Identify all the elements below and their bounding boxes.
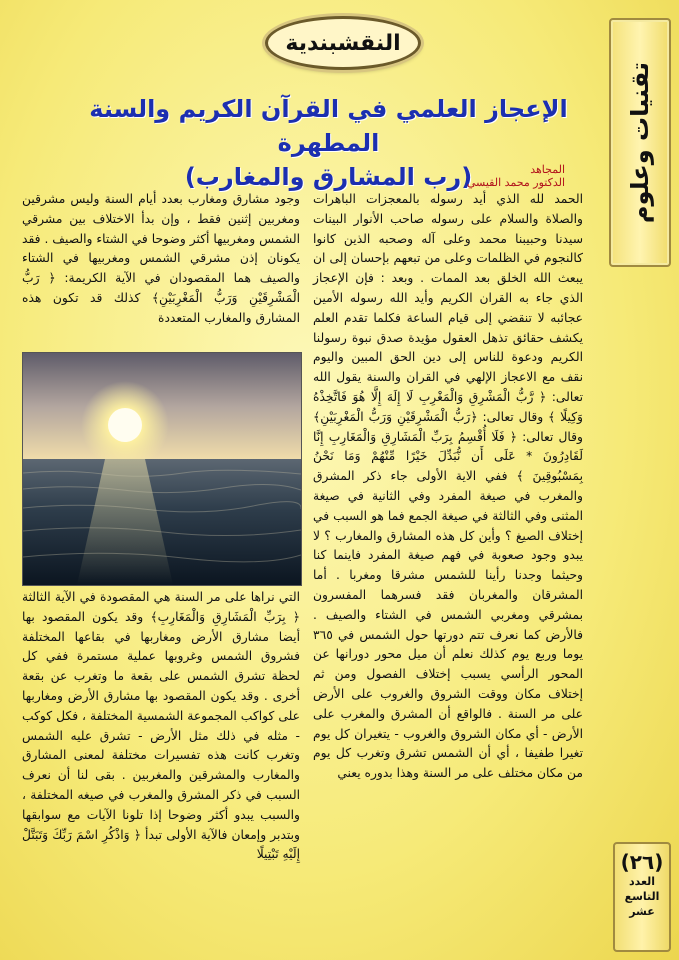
article-column-right <box>313 190 583 940</box>
sunset-over-sea-photo <box>22 352 302 586</box>
article-title-line2: (رب المشارق والمغارب) <box>184 163 473 191</box>
issue-label-line1: العدد <box>628 875 656 888</box>
category-tab-label: تقنيات وعلوم <box>626 61 654 224</box>
author-name: الدكتور محمد القيسي <box>466 176 565 189</box>
sun <box>108 408 142 442</box>
category-tab <box>609 18 671 267</box>
article-title-line1: الإعجاز العلمي في القرآن الكريم والسنة المطهرة <box>89 95 568 157</box>
article-column-left-bottom <box>22 588 300 948</box>
issue-number-box <box>613 842 671 952</box>
article-paragraph: وجود مشارق ومغارب بعدد أيام السنة وليس مشرقين ومغربين إثنين فقط ، وإن بدأ الاختلاف بين مشرقي الشمس ومغربيها أكثر وضوحا في الشتاء والصيف . فقد يكونان إذن مشرقي الشمس ومغربيها في الشتاء والصيف هما المقصودان في الآية الكريمة: ﴿ رَبُّ الْمَشْرِقَيْنِ وَرَبُّ الْمَغْرِبَيْنِ﴾ كذلك قد تكون هذه المشارق والمغارب المتعددة <box>22 192 300 325</box>
article-paragraph: الحمد لله الذي أيد رسوله بالمعجزات الباهرات والصلاة والسلام على رسوله صاحب الأنوار البينات سيدنا وحبيبنا محمد وعلى آله وصحبه الذين كانوا كالنجوم في الظلمات وعلى من تبعهم بإحسان إلى ان يبعث الله الخلق بعد الممات . وبعد : فإن الإعجاز الذي جاء به القران الكريم وأيد الله رسوله الأمين عجائبه لا تنقضي إلى قيام الساعة فكلما تقدم العلم يكشف حقائق تذهل العقول مؤيدة صدق نبوة رسولنا الكريم ودعوة للناس إلى دين الحق المبين واليوم نقف مع الاعجاز الإلهي في القران والسنة يقول الله تعالى: ﴿ رَّبُّ الْمَشْرِقِ وَالْمَغْرِبِ لَا إِلَهَ إِلَّا هُوَ فَاتَّخِذْهُ وَكِيلًا ﴾ وقال تعالى: ﴿رَبُّ الْمَشْرِقَيْنِ وَرَبُّ الْمَغْرِبَيْنِ﴾ وقال تعالى: ﴿ فَلَا أُقْسِمُ بِرَبِّ الْمَشَارِقِ وَالْمَغَارِبِ إِنَّا لَقَادِرُونَ * عَلَى أَن نُّبَدِّلَ خَيْرًا مِّنْهُمْ وَمَا نَحْنُ بِمَسْبُوقِينَ ﴾ ففي الاية الأولى جاء ذكر المشرق والمغرب في صيغة المفرد وفي الثانية في صيغة المثنى وفي الثالثة في صيغة الجمع فما هو السبب في إختلاف الصيغ ؟ وأين كل هذه المشارق والمغارب ؟ لا يبدو وجود صعوبة في فهم صيغة المفرد فاينما كنا وحيثما وجدنا رأينا للشمس مشرقا ومغربا . أما المشرقان والمغربان فقد فسرهما المفسرون بمشرقي ومغربي الشمس في الشتاء والصيف . فالأرض كما نعرف تتم دورتها حول الشمس في ٣٦٥ يوما وربع يوم كذلك نعلم أن ميل محور دورانها عن المحور الرأسي يسبب إختلاف الفصول ومن ثم إختلاف مكان ووقت الشروق والغروب على الأرض على مر السنة . فالواقع أن المشرق والمغرب على الأرض - أي مكان الشروق والغروب - يتغيران كل يوم تغيرا طفيفا ، أي أن الشمس تشرق وتغرب كل يوم من مكان مختلف على مر السنة وهذا بدوره يعني <box>313 192 583 781</box>
section-badge <box>265 16 421 70</box>
issue-label-line2: التاسع <box>624 890 660 903</box>
issue-label-line3: عشر <box>629 905 655 918</box>
author-prefix: المجاهد <box>530 163 565 176</box>
article-paragraph: التي نراها على مر السنة هي المقصودة في الآية الثالثة ﴿ بِرَبِّ الْمَشَارِقِ وَالْمَغَارِبِ﴾ وقد يكون المقصود بها أيضا مشارق الأرض ومغاربها في بقاعها المختلفة فشروق الشمس وغروبها عملية مستمرة ففي كل لحظة تشرق الشمس على بقعة ما وتغرب عن بقعة أخرى . وقد يكون المقصود بها مشارق الأرض ومغاربها على كواكب المجموعة الشمسية المختلفة ، فكل كوكب - مثله في ذلك مثل الأرض - تشرق عليه الشمس وتغرب كانت هذه تفسيرات مختلفة لمعنى المشارق والمغارب والمشرقين والمغربين . بقى لنا أن نعرف السبب في ذكر المشرق والمغرب في صيغه المختلفة ، والسبب يبدو أكثر وضوحا إذا تلونا الآيات مع سوابقها وبتدبر وإمعان فالآية الأولى تبدأ ﴿ وَاذْكُرِ اسْمَ رَبِّكَ وَتَبَتَّلْ إِلَيْهِ تَبْتِيلًا <box>22 590 300 862</box>
author-credit <box>430 163 565 189</box>
section-badge-label: النقشبندية <box>285 30 401 56</box>
issue-number: (٢٦) <box>620 850 664 874</box>
article-column-left-top <box>22 190 300 335</box>
sunset-illustration <box>23 353 301 585</box>
